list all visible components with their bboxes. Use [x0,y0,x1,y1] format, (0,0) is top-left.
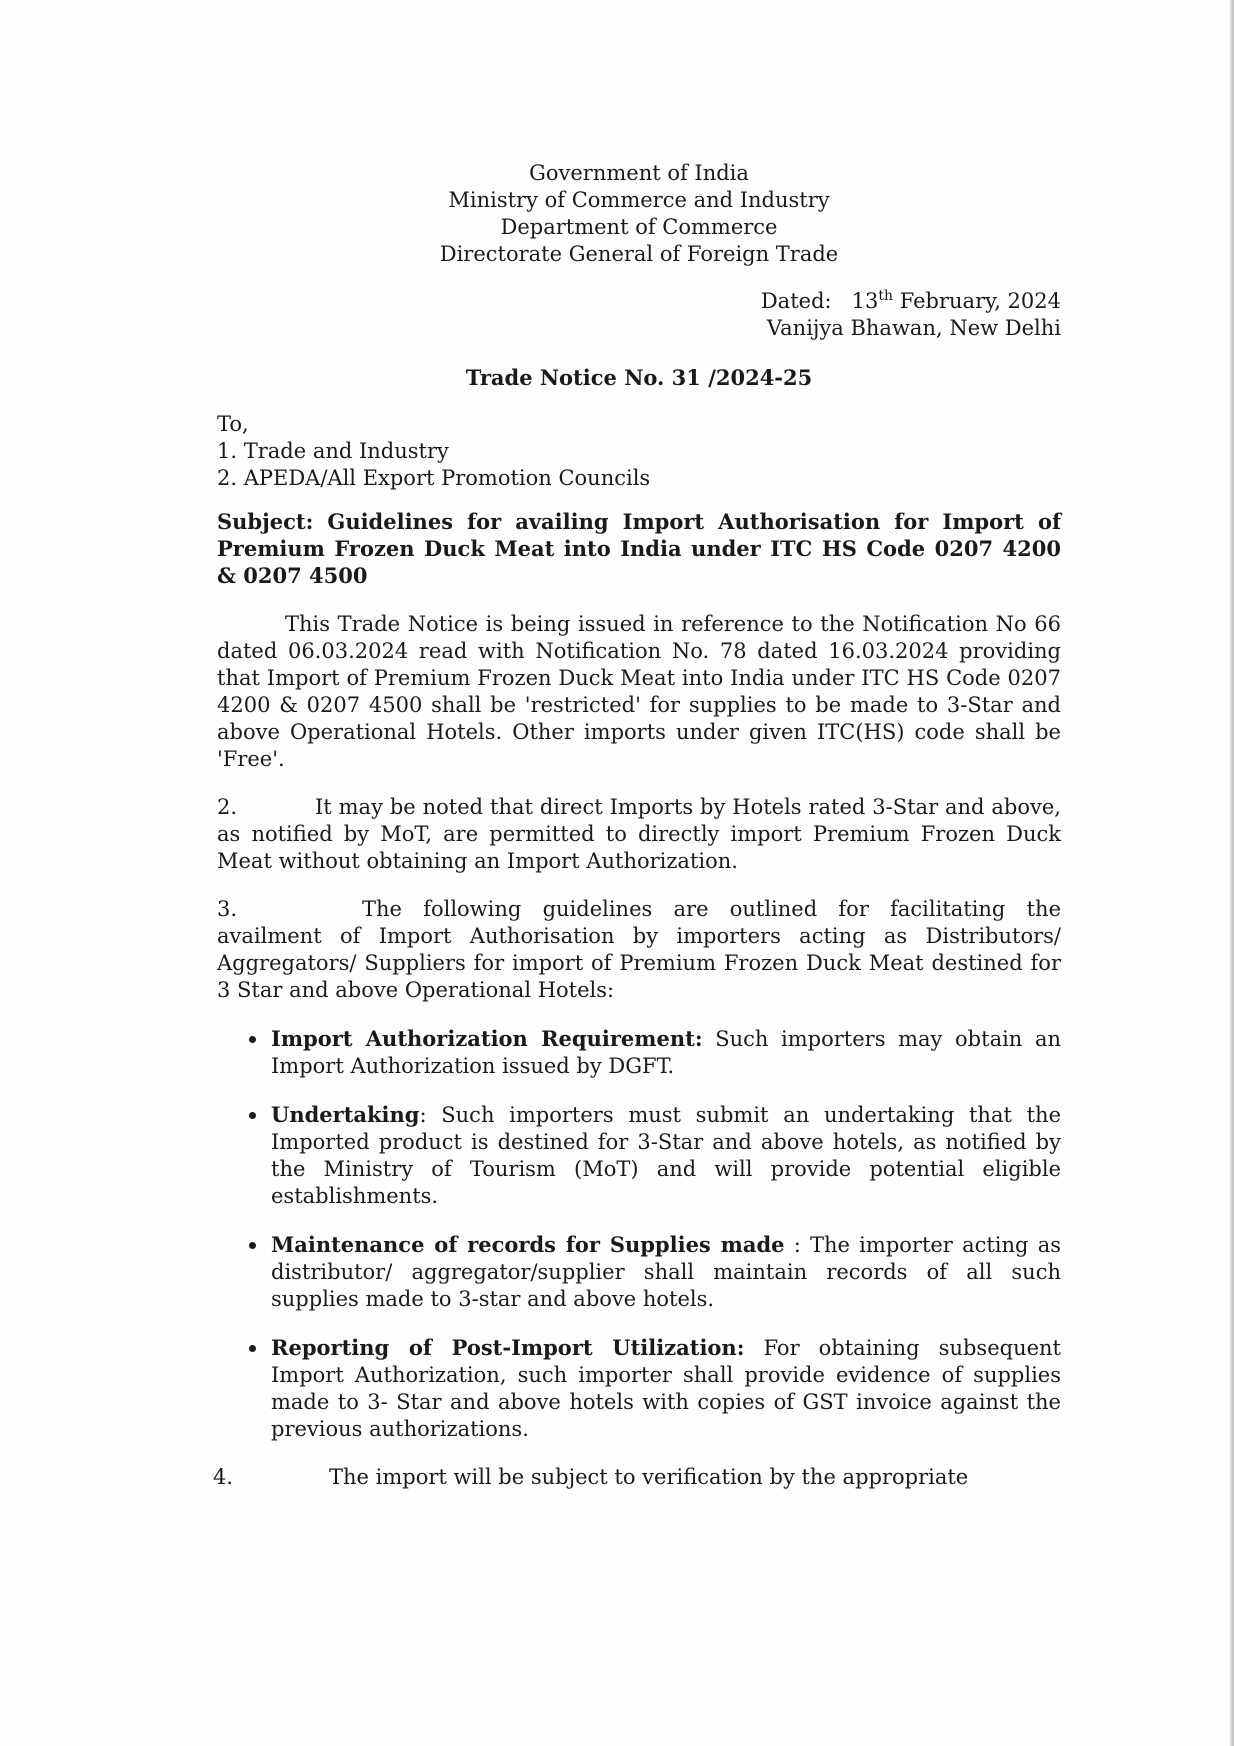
date-day: 13 [851,289,879,313]
addressee-item: 2. APEDA/All Export Promotion Councils [217,466,651,490]
list-item [271,1334,1061,1443]
notice-title: Trade Notice No. 31 /2024-25 [465,365,813,390]
bullet-icon [249,1112,256,1119]
letterhead [217,160,1061,268]
paragraph-number: 4. [213,1465,234,1489]
bullet-text: : Such importers must submit an undertaking that the Imported product is destined for 3-Star and above hotels, as notified by the Ministry of Tourism (MoT) and will provide potential eligible establishments. [271,1103,1061,1208]
guidelines-list [217,1025,1061,1443]
document-body [213,160,1062,1512]
place-line: Vanijya Bhawan, New Delhi [766,316,1061,340]
bullet-icon [249,1242,256,1249]
addressee-item: 1. Trade and Industry [217,439,449,463]
paragraph-number: 3. [217,897,238,921]
paragraph-3 [217,896,1061,1004]
bullet-heading: Undertaking [271,1102,420,1127]
addressee-label: To, [217,412,249,436]
list-item [271,1231,1061,1313]
list-item [271,1101,1061,1210]
page-edge-shadow [1230,0,1234,1746]
bullet-heading: Import Authorization Requirement: [271,1026,703,1051]
dated-label: Dated: [760,289,832,313]
date-day-suffix: th [878,288,894,304]
paragraph-2 [217,794,1061,875]
dateline [217,288,1061,342]
date-month-year: February, 2024 [899,289,1061,313]
bullet-heading: Maintenance of records for Supplies made [271,1232,785,1257]
subject-line: Subject: Guidelines for availing Import Authorisation for Import of Premium Frozen Duck Meat into India under ITC HS Code 0207 4200 & 0207 4500 [217,509,1061,588]
letterhead-line-government: Government of India [529,161,749,185]
paragraph-1: This Trade Notice is being issued in reference to the Notification No 66 dated 06.03.2024 read with Notification No. 78 dated 16.03.2024 providing that Import of Premium Frozen Duck Meat into India under ITC HS Code 0207 4200 & 0207 4500 shall be 'restricted' for supplies to be made to 3-Star and above Operational Hotels. Other imports under given ITC(HS) code shall be 'Free'. [217,612,1061,771]
paragraph-number: 2. [217,795,238,819]
paragraph-4-text: The import will be subject to verification by the appropriate [329,1465,969,1489]
date-line [217,288,1061,315]
letterhead-line-department: Department of Commerce [500,215,778,239]
bullet-heading: Reporting of Post-Import Utilization: [271,1335,745,1360]
paragraph-4 [213,1464,1061,1491]
list-item [271,1025,1061,1080]
bullet-icon [249,1345,256,1352]
bullet-text: : The importer acting as distributor/ aggregator/supplier shall maintain records of all such supplies made to 3-star and above hotels. [271,1233,1061,1311]
letterhead-line-directorate: Directorate General of Foreign Trade [439,242,839,266]
letterhead-line-ministry: Ministry of Commerce and Industry [448,188,830,212]
bullet-icon [249,1036,256,1043]
paragraph-2-text: It may be noted that direct Imports by Hotels rated 3-Star and above, as notified by MoT, are permitted to directly import Premium Frozen Duck Meat without obtaining an Import Authorization. [217,795,1061,873]
addressee-block [217,411,1061,492]
bullet-text: Such importers may obtain an Import Authorization issued by DGFT. [271,1027,1062,1078]
bullet-text: For obtaining subsequent Import Authorization, such importer shall provide evidence of supplies made to 3- Star and above hotels with copies of GST invoice against the previous authorizations. [271,1336,1061,1441]
paragraph-3-text: The following guidelines are outlined for facilitating the availment of Import Authorisation by importers acting as Distributors/ Aggregators/ Suppliers for import of Premium Frozen Duck Meat destined for 3 Star and above Operational Hotels: [217,897,1061,1002]
